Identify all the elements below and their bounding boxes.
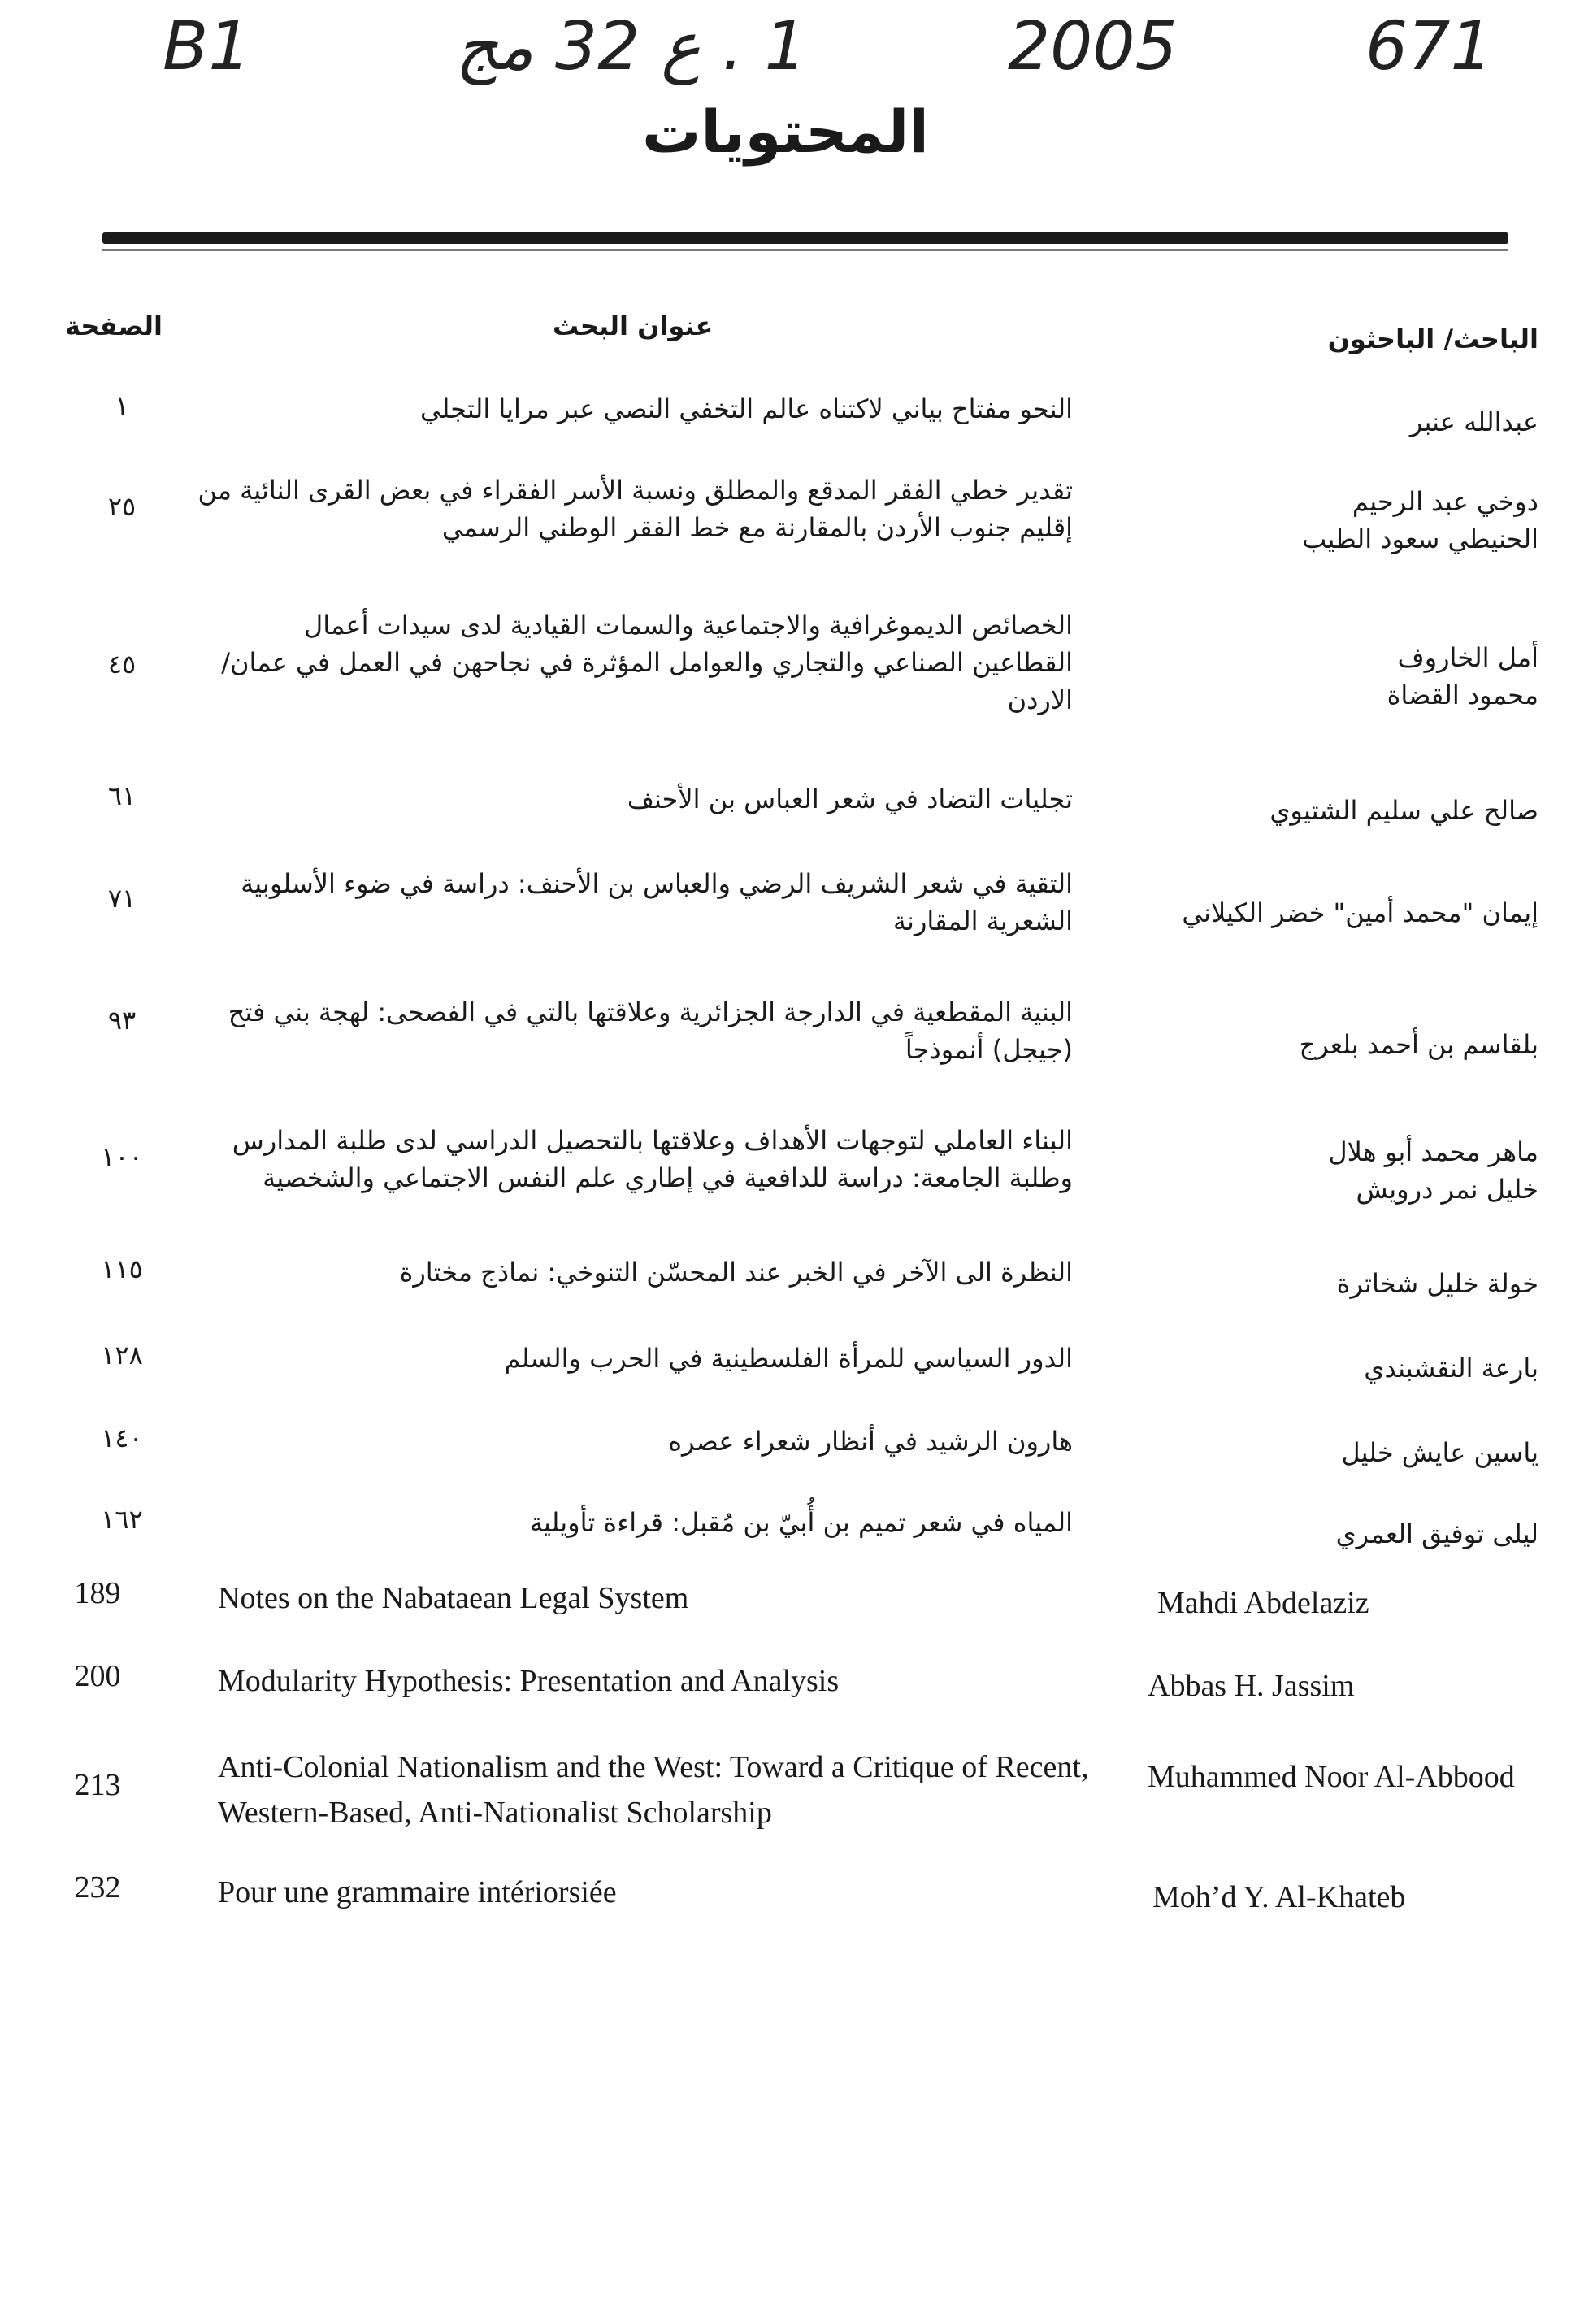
entry-page: ٢٥ (107, 491, 137, 522)
entry-title: البناء العاملي لتوجهات الأهداف وعلاقتها بالتحصيل الدراسي لدى طلبة المدارس وطلبة الجامعة: دراسة للدافعية في إطاري علم النفس الاجتماعي والشخصية (232, 1125, 1073, 1193)
entry-author: Mahdi Abdelaziz (1157, 1586, 1369, 1620)
entry-page: ١ (115, 390, 129, 421)
header-author: الباحث/ الباحثون (1327, 324, 1538, 354)
entry-page: ٦١ (107, 780, 137, 811)
entry-page: ١١٥ (101, 1253, 143, 1284)
entry-page: ٤٥ (107, 649, 137, 680)
entry-page: 189 (74, 1576, 121, 1610)
entry-authors: دوخي عبد الرحيم الحنيطي سعود الطيب (1302, 486, 1538, 554)
entry-title: تقدير خطي الفقر المدقع والمطلق ونسبة الأسر الفقراء في بعض القرى النائية من إقليم جنوب الأردن بالمقارنة مع خط الفقر الوطني الرسمي (197, 475, 1073, 543)
entry-title: البنية المقطعية في الدارجة الجزائرية وعلاقتها بالتي في الفصحى: لهجة بني فتح (جيجل) أنموذجاً (228, 997, 1073, 1065)
entry-title: هارون الرشيد في أنظار شعراء عصره (668, 1426, 1073, 1457)
handwritten-code: B1 (163, 8, 251, 85)
entry-title: تجليات التضاد في شعر العباس بن الأحنف (627, 784, 1073, 814)
entry-title: Anti-Colonial Nationalism and the West: Toward a Critique of Recent, Western-Based, Anti-Nationalist Scholarship (218, 1750, 1089, 1830)
handwritten-page-number: 671 (1365, 8, 1493, 85)
entry-author: Moh’d Y. Al-Khateb (1152, 1880, 1406, 1914)
entry-page: ١٦٢ (101, 1504, 143, 1535)
entry-author: Abbas H. Jassim (1148, 1669, 1355, 1703)
entry-page: ١٢٨ (101, 1340, 143, 1371)
handwritten-year: 2005 (1008, 8, 1178, 85)
handwritten-annotation (0, 8, 1571, 106)
entry-page: 200 (74, 1659, 121, 1693)
entry-title: Notes on the Nabataean Legal System (218, 1581, 689, 1615)
entry-title: المياه في شعر تميم بن أُبيّ بن مُقبل: قراءة تأويلية (529, 1507, 1073, 1538)
entry-page: 213 (74, 1768, 121, 1802)
header-page: الصفحة (65, 311, 163, 341)
handwritten-issue: 1 . ع 32 مج (455, 8, 807, 85)
entry-title: التقية في شعر الشريف الرضي والعباس بن الأحنف: دراسة في ضوء الأسلوبية الشعرية المقارنة (241, 868, 1073, 936)
entry-authors: بارعة النقشبندي (1364, 1353, 1538, 1384)
entry-authors: أمل الخاروف محمود القضاة (1387, 642, 1538, 710)
entry-title: Modularity Hypothesis: Presentation and Analysis (218, 1664, 840, 1698)
entry-title: النظرة الى الآخر في الخبر عند المحسّن التنوخي: نماذج مختارة (399, 1257, 1073, 1288)
entry-authors: بلقاسم بن أحمد بلعرج (1299, 1029, 1538, 1060)
entry-title: Pour une grammaire intériorsiée (218, 1875, 617, 1909)
entry-authors: ياسين عايش خليل (1341, 1437, 1538, 1468)
title-divider-shadow (102, 249, 1508, 251)
entry-authors: عبدالله عنبر (1409, 406, 1538, 437)
header-title: عنوان البحث (553, 311, 714, 341)
title-divider (102, 232, 1508, 244)
entry-authors: ماهر محمد أبو هلال خليل نمر درويش (1328, 1136, 1538, 1205)
entry-page: ٩٣ (107, 1005, 137, 1036)
entry-authors: إيمان "محمد أمين" خضر الكيلاني (1182, 897, 1538, 928)
entry-page: ٧١ (107, 883, 137, 914)
entry-title: الخصائص الديموغرافية والاجتماعية والسمات القيادية لدى سيدات أعمال القطاعين الصناعي والتجاري والعوامل المؤثرة في نجاحهن في العمل في عمان/ الاردن (221, 610, 1073, 715)
entry-page: 232 (74, 1870, 121, 1905)
entry-title: النحو مفتاح بياني لاكتناه عالم التخفي النصي عبر مرايا التجلي (419, 393, 1073, 424)
entry-authors: ليلى توفيق العمري (1335, 1518, 1538, 1549)
entry-page: ١٠٠ (101, 1141, 143, 1172)
entry-authors: صالح علي سليم الشتيوي (1269, 795, 1538, 826)
entry-author: Muhammed Noor Al-Abbood (1148, 1760, 1515, 1794)
entry-title: الدور السياسي للمرأة الفلسطينية في الحرب والسلم (504, 1343, 1073, 1374)
entry-authors: خولة خليل شخاترة (1336, 1268, 1538, 1299)
page-title: المحتويات (642, 98, 929, 166)
entry-page: ١٤٠ (101, 1423, 143, 1453)
